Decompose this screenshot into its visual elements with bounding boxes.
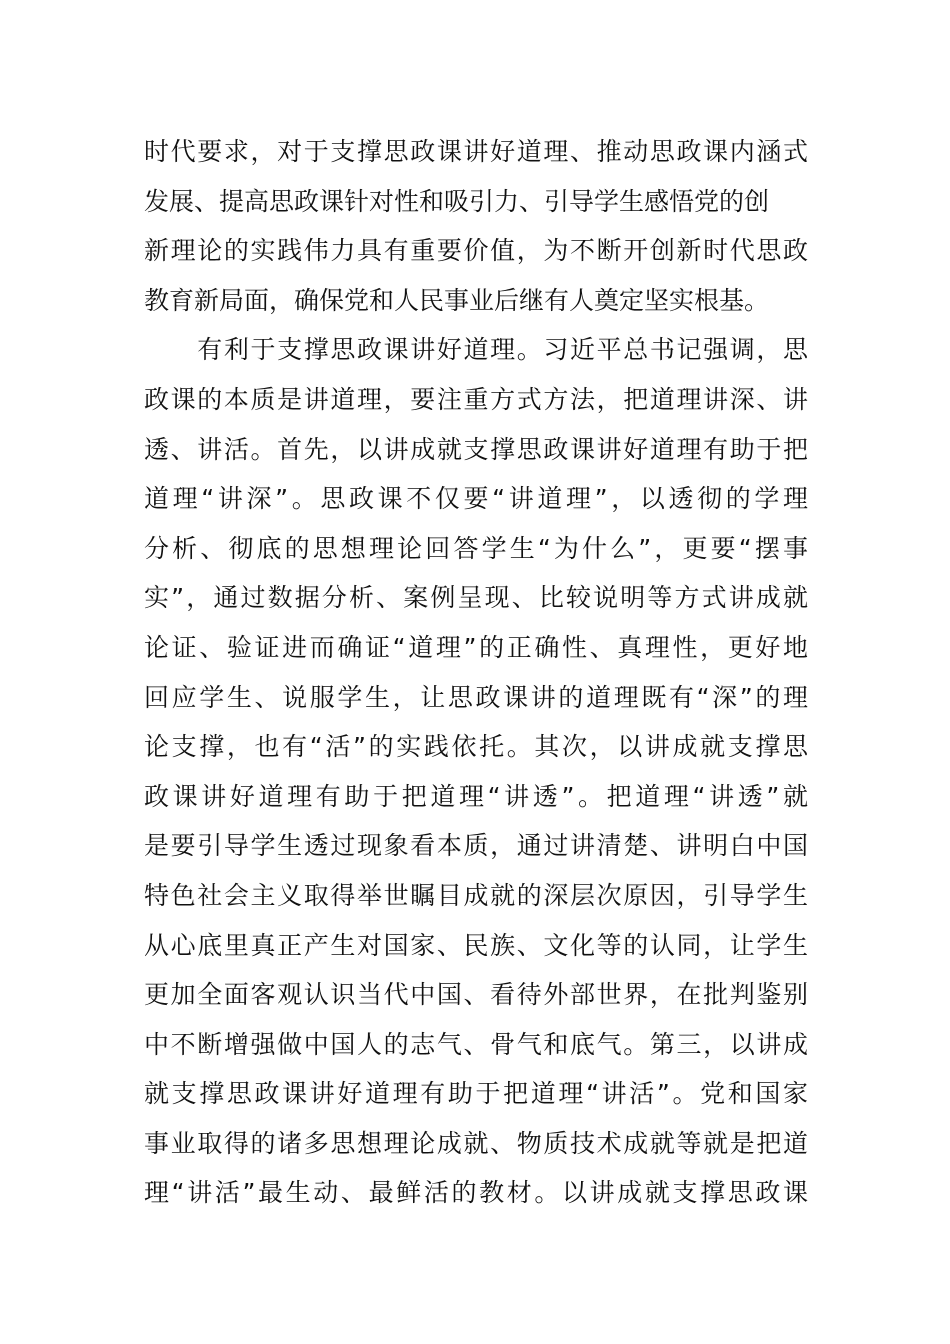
- text-line: 事业取得的诸多思想理论成就、物质技术成就等就是把道: [144, 1128, 808, 1158]
- text-line: 理“讲活”最生动、最鲜活的教材。以讲成就支撑思政课: [144, 1178, 808, 1208]
- text-line: 回应学生、说服学生，让思政课讲的道理既有“深”的理: [144, 682, 808, 712]
- text-line: 新理论的实践伟力具有重要价值，为不断开创新时代思政: [144, 236, 808, 266]
- text-line: 透、讲活。首先，以讲成就支撑思政课讲好道理有助于把: [144, 434, 808, 464]
- text-line: 从心底里真正产生对国家、民族、文化等的认同，让学生: [144, 930, 808, 960]
- text-line: 道理“讲深”。思政课不仅要“讲道理”，以透彻的学理: [144, 484, 808, 514]
- text-line: 就支撑思政课讲好道理有助于把道理“讲活”。党和国家: [144, 1079, 808, 1109]
- text-line: 政课的本质是讲道理，要注重方式方法，把道理讲深、讲: [144, 384, 808, 414]
- text-line: 论支撑，也有“活”的实践依托。其次，以讲成就支撑思: [144, 732, 808, 762]
- text-line: 实”，通过数据分析、案例呈现、比较说明等方式讲成就: [144, 583, 808, 613]
- text-line: 时代要求，对于支撑思政课讲好道理、推动思政课内涵式: [144, 137, 808, 166]
- text-line: 发展、提高思政课针对性和吸引力、引导学生感悟党的创: [144, 186, 770, 216]
- text-line: 政课讲好道理有助于把道理“讲透”。把道理“讲透”就: [144, 781, 808, 811]
- text-line: 中不断增强做中国人的志气、骨气和底气。第三，以讲成: [144, 1029, 808, 1059]
- text-line: 论证、验证进而确证“道理”的正确性、真理性，更好地: [144, 632, 808, 662]
- text-line: 有利于支撑思政课讲好道理。习近平总书记强调，思: [144, 335, 808, 365]
- text-line: 是要引导学生透过现象看本质，通过讲清楚、讲明白中国: [144, 831, 808, 861]
- text-line: 更加全面客观认识当代中国、看待外部世界，在批判鉴别: [144, 980, 808, 1010]
- body-text: [144, 127, 808, 1218]
- text-line: 教育新局面，确保党和人民事业后继有人奠定坚实根基。: [144, 285, 770, 315]
- text-line: 分析、彻底的思想理论回答学生“为什么”，更要“摆事: [144, 533, 808, 563]
- text-line: 特色社会主义取得举世瞩目成就的深层次原因，引导学生: [144, 880, 808, 910]
